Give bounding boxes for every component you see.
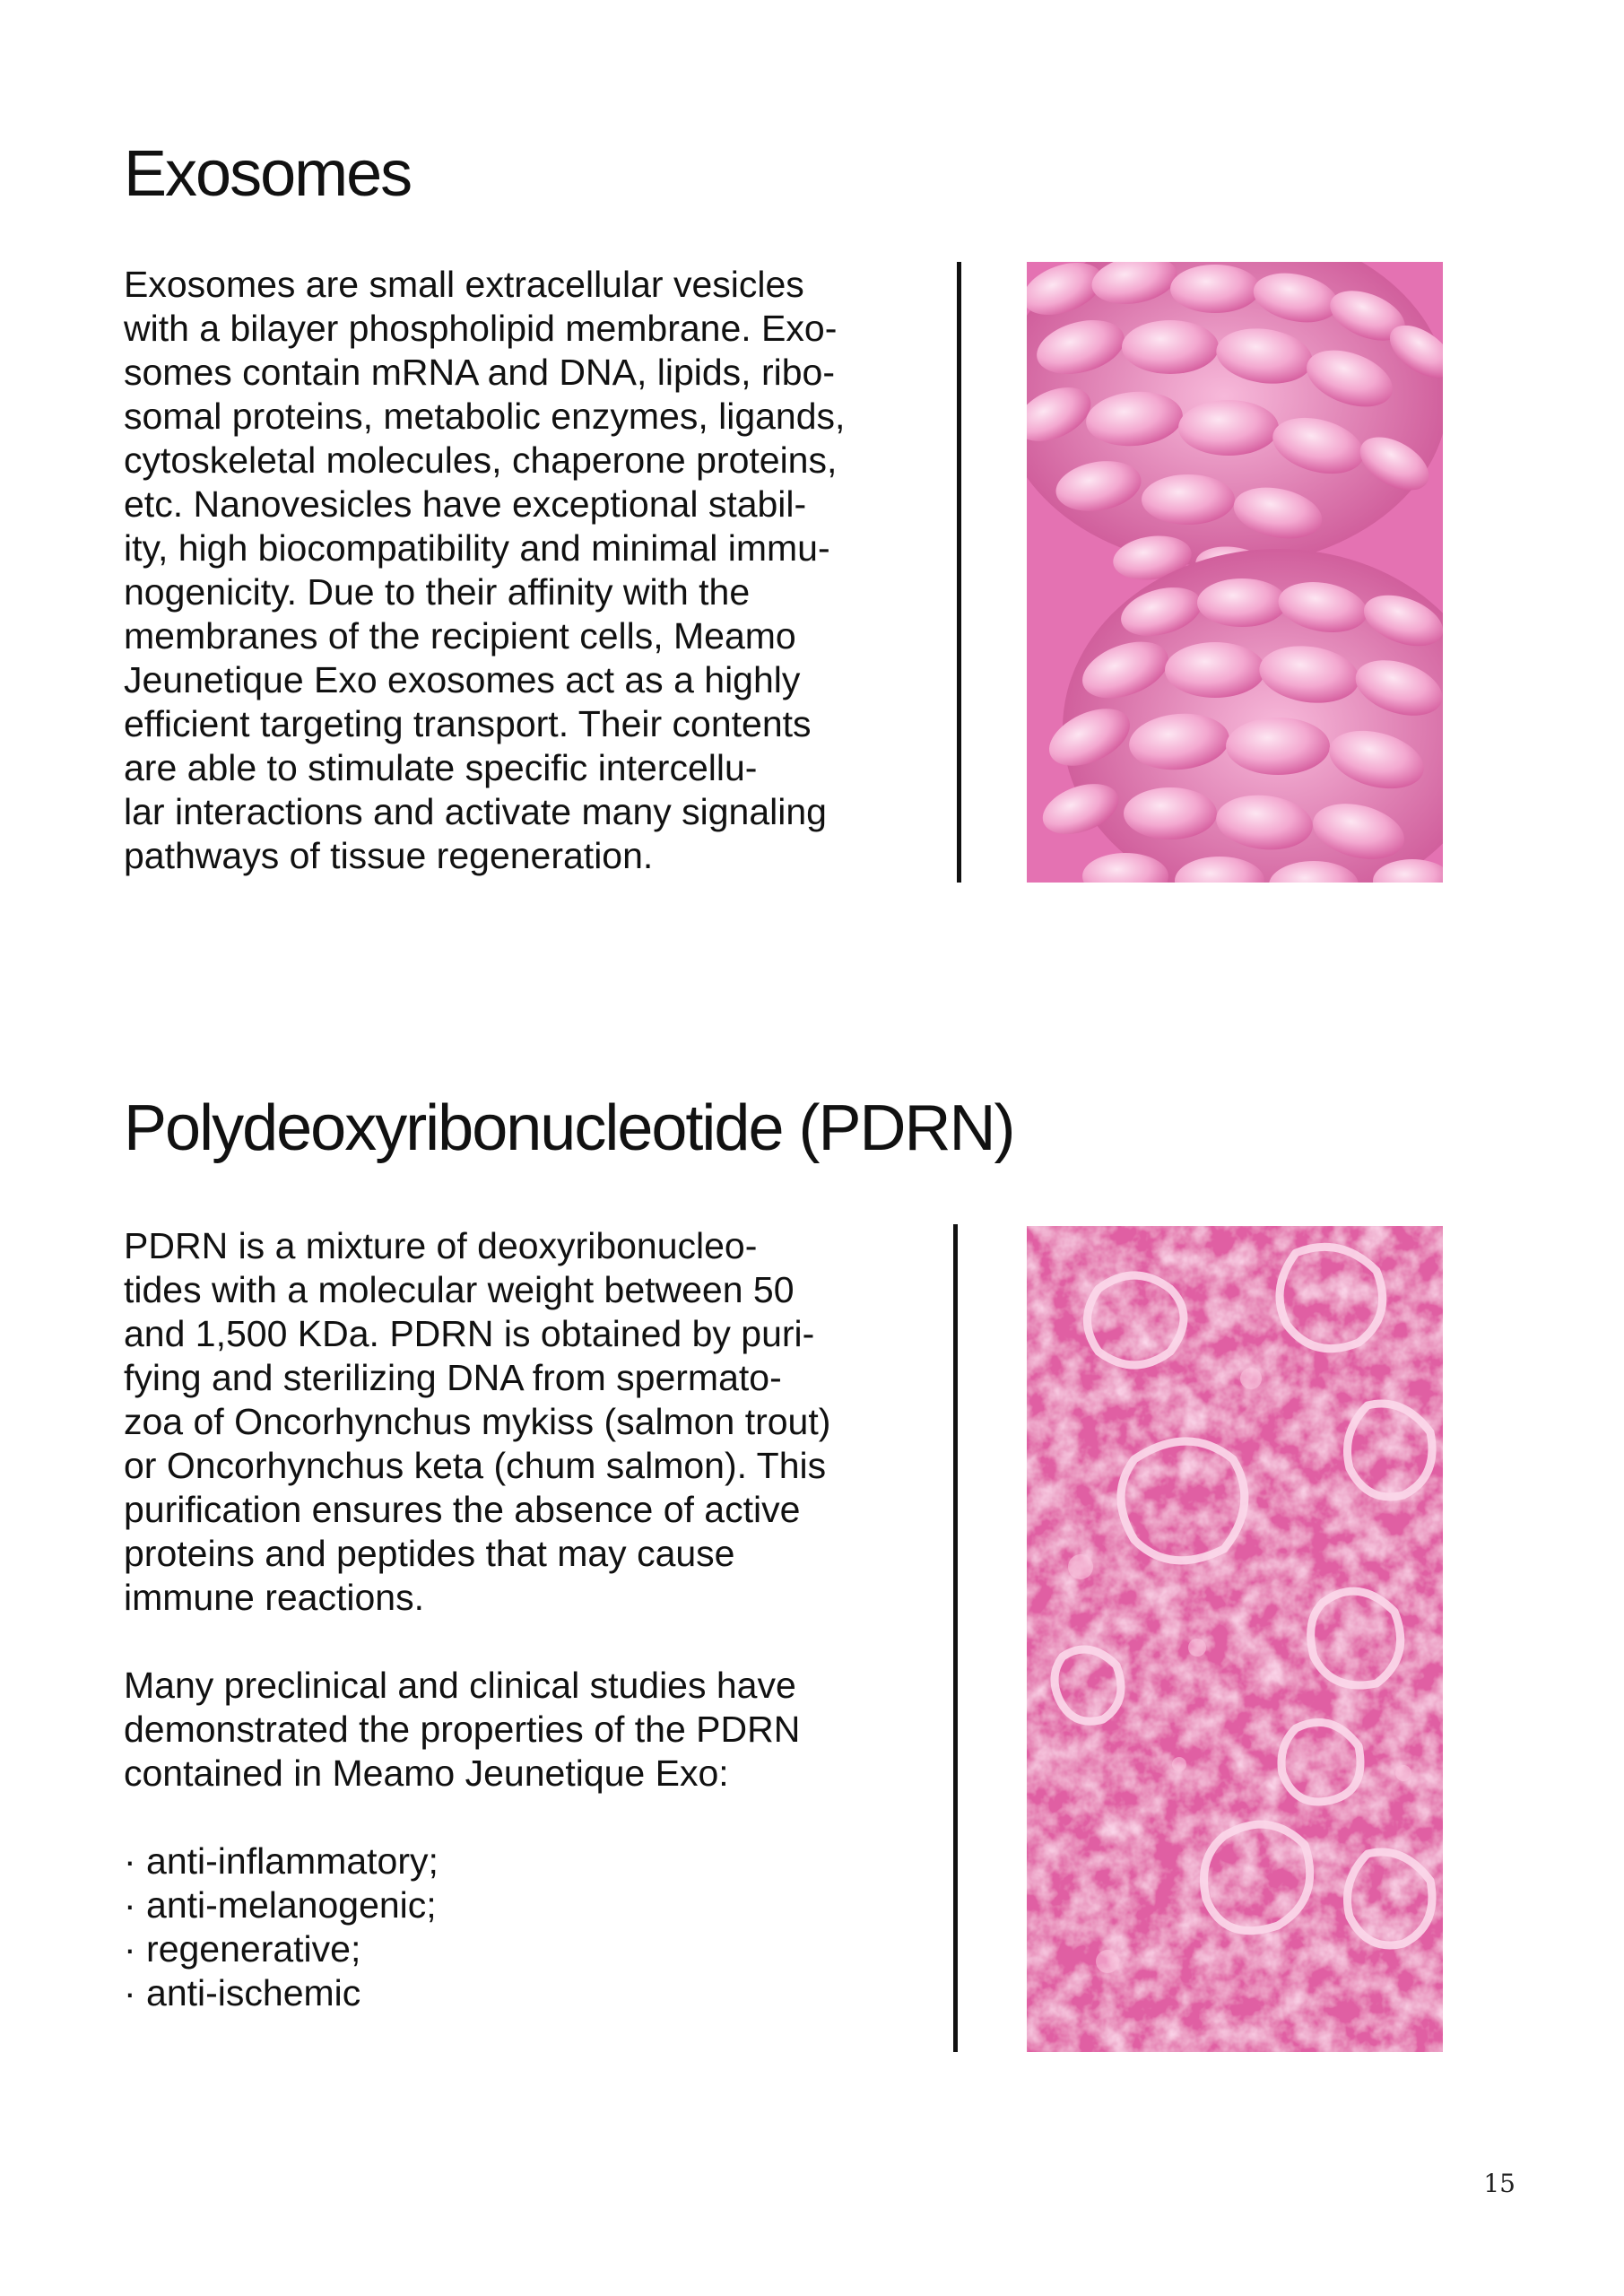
vertical-divider xyxy=(957,262,961,883)
text-line: demonstrated the properties of the PDRN xyxy=(124,1709,801,1750)
text-line: nogenicity. Due to their affinity with the xyxy=(124,571,751,613)
list-item: · anti-ischemic xyxy=(124,1972,361,2013)
properties-list xyxy=(124,1839,913,2015)
pdrn-tissue-illustration xyxy=(1027,1226,1443,2052)
text-line: purification ensures the absence of active xyxy=(124,1489,801,1530)
exosomes-description xyxy=(124,263,913,878)
list-item: · anti-inflammatory; xyxy=(124,1840,439,1882)
text-line: proteins and peptides that may cause xyxy=(124,1533,735,1574)
text-line: membranes of the recipient cells, Meamo xyxy=(124,615,796,657)
text-line: fying and sterilizing DNA from spermato- xyxy=(124,1357,782,1398)
pdrn-description xyxy=(124,1224,913,2015)
text-line: Many preclinical and clinical studies have xyxy=(124,1665,796,1706)
text-line: ity, high biocompatibility and minimal immu- xyxy=(124,527,830,569)
text-line: are able to stimulate specific intercellu- xyxy=(124,747,758,788)
text-line: Exosomes are small extracellular vesicles xyxy=(124,264,804,305)
vertical-divider xyxy=(953,1224,958,2052)
section-title-exosomes: Exosomes xyxy=(124,138,412,210)
text-line: and 1,500 KDa. PDRN is obtained by puri- xyxy=(124,1313,815,1354)
text-line: etc. Nanovesicles have exceptional stabil- xyxy=(124,483,807,525)
text-line: somes contain mRNA and DNA, lipids, ribo- xyxy=(124,352,835,393)
text-line: with a bilayer phospholipid membrane. Exo- xyxy=(124,308,838,349)
section-title-pdrn: Polydeoxyribonucleotide (PDRN) xyxy=(124,1092,1014,1164)
page-number: 15 xyxy=(1483,2169,1515,2198)
exosome-illustration-graphic xyxy=(1027,262,1443,883)
text-line: efficient targeting transport. Their contents xyxy=(124,703,812,744)
text-line: Jeunetique Exo exosomes act as a highly xyxy=(124,659,801,700)
text-line: PDRN is a mixture of deoxyribonucleo- xyxy=(124,1225,758,1266)
text-line: lar interactions and activate many signaling xyxy=(124,791,827,832)
exosome-illustration xyxy=(1027,262,1443,883)
tissue-illustration-graphic xyxy=(1027,1226,1443,2052)
text-line: immune reactions. xyxy=(124,1577,424,1618)
list-item: · regenerative; xyxy=(124,1928,361,1970)
text-line: pathways of tissue regeneration. xyxy=(124,835,654,876)
text-line: cytoskeletal molecules, chaperone proteins, xyxy=(124,439,838,481)
list-item: · anti-melanogenic; xyxy=(124,1884,437,1926)
text-line: contained in Meamo Jeunetique Exo: xyxy=(124,1752,729,1794)
text-line: or Oncorhynchus keta (chum salmon). This xyxy=(124,1445,827,1486)
text-line: zoa of Oncorhynchus mykiss (salmon trout) xyxy=(124,1401,831,1442)
text-line: somal proteins, metabolic enzymes, ligands, xyxy=(124,396,846,437)
text-line: tides with a molecular weight between 50 xyxy=(124,1269,795,1310)
